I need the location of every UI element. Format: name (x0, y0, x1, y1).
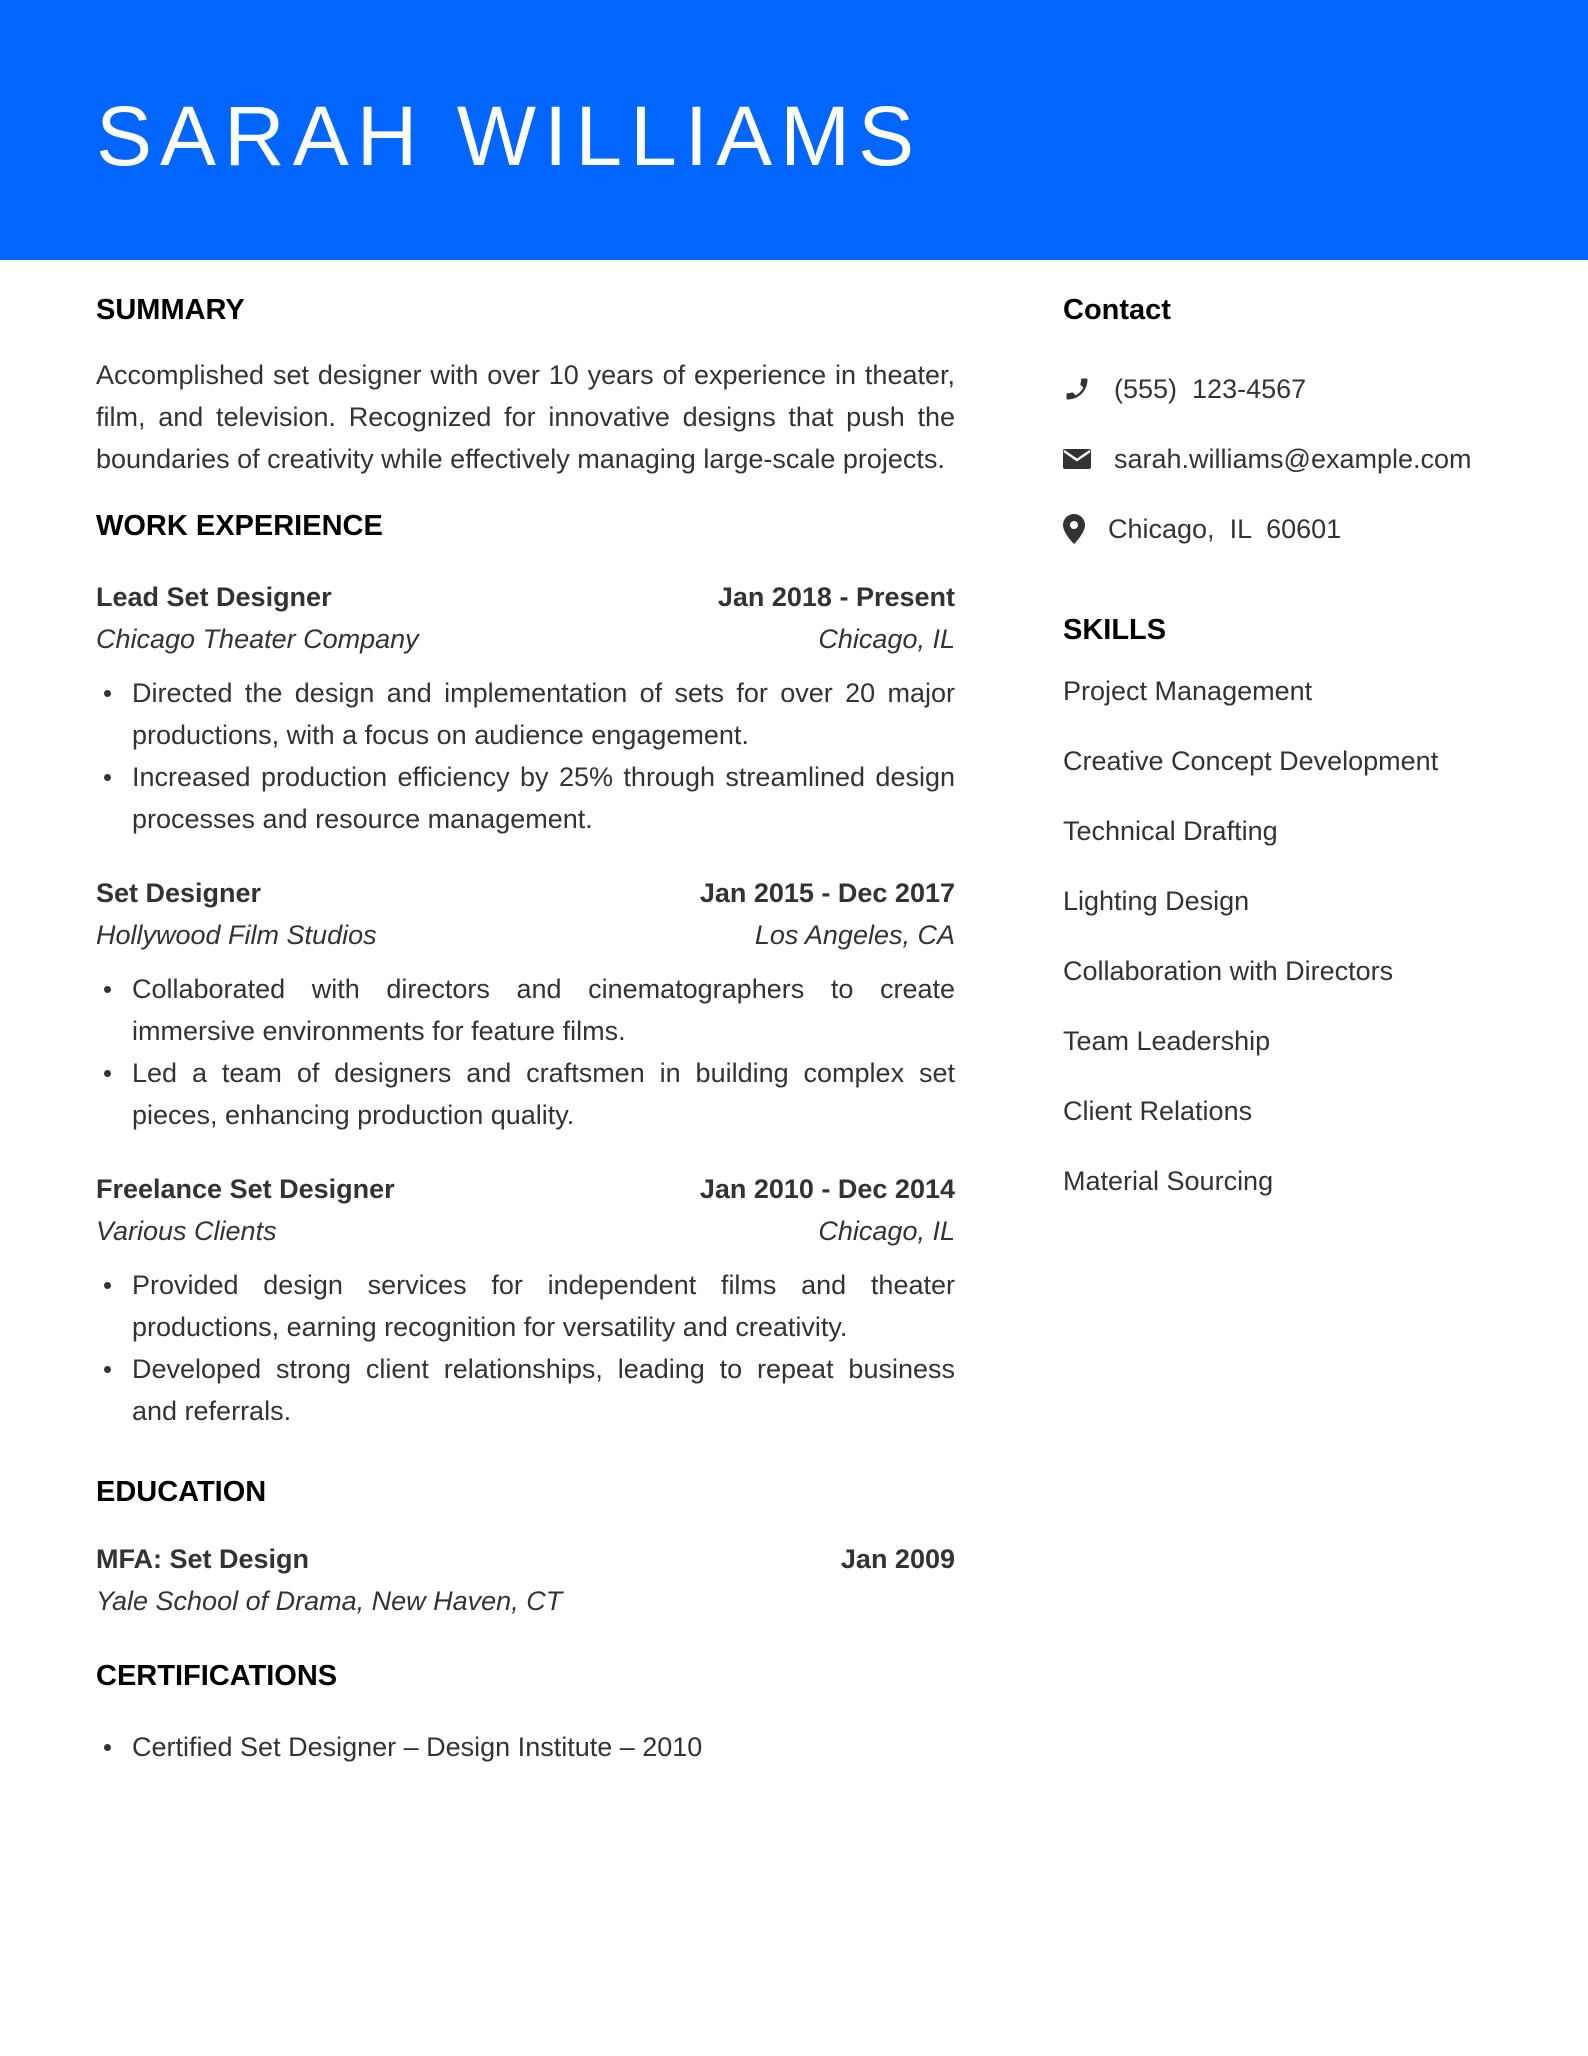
job-bullets (96, 1264, 955, 1432)
contact-phone (1063, 368, 1523, 410)
job-title: Freelance Set Designer (96, 1174, 395, 1204)
contact-title: Contact (1063, 294, 1171, 326)
job-bullet: Directed the design and implementation of sets for over 20 major productions, with a focus on audience engagement. (132, 672, 955, 756)
skills-title: SKILLS (1063, 614, 1167, 646)
summary-text: Accomplished set designer with over 10 years of experience in theater, film, and television. Recognized for innovative designs that push the boundaries of creativity while effectively managing large-scale projects. (96, 360, 955, 474)
map-pin-icon (1063, 514, 1091, 544)
phone-icon (1063, 374, 1097, 404)
candidate-name: SARAH WILLIAMS (96, 89, 923, 183)
job-bullets (96, 968, 955, 1136)
skill-item: Material Sourcing (1063, 1166, 1274, 1196)
job-company: Chicago Theater Company (96, 624, 419, 654)
job-bullet: Provided design services for independent films and theater productions, earning recognition for versatility and creativity. (132, 1264, 955, 1348)
job-bullet: Developed strong client relationships, leading to repeat business and referrals. (132, 1348, 955, 1432)
job-location: Los Angeles, CA (754, 920, 955, 950)
summary-title: SUMMARY (96, 294, 245, 326)
skill-item: Client Relations (1063, 1096, 1253, 1126)
main-column (96, 290, 955, 1768)
skill-item: Collaboration with Directors (1063, 956, 1394, 986)
sidebar-column (1063, 290, 1523, 1202)
header-banner (0, 0, 1588, 260)
skill-item: Project Management (1063, 676, 1313, 706)
job-dates: Jan 2010 - Dec 2014 (699, 1174, 955, 1204)
job-location: Chicago, IL (818, 624, 955, 654)
job-bullet: Led a team of designers and craftsmen in building complex set pieces, enhancing production quality. (132, 1052, 955, 1136)
contact-phone-text[interactable]: (555) 123-4567 (1114, 374, 1307, 404)
education-section (96, 1472, 955, 1622)
job-company: Hollywood Film Studios (96, 920, 377, 950)
contact-location (1063, 508, 1523, 550)
job-title: Set Designer (96, 878, 262, 908)
contact-section (1063, 290, 1523, 550)
job-entry (96, 872, 955, 1136)
summary-section (96, 290, 955, 480)
job-entry (96, 1168, 955, 1432)
job-bullet: Collaborated with directors and cinematographers to create immersive environments for feature films. (132, 968, 955, 1052)
skill-item: Creative Concept Development (1063, 746, 1439, 776)
work-experience-title: WORK EXPERIENCE (96, 510, 383, 542)
certifications-section (96, 1656, 955, 1768)
certification-item: Certified Set Designer – Design Institute – 2010 (132, 1726, 955, 1768)
skill-item: Team Leadership (1063, 1026, 1271, 1056)
degree: MFA: Set Design (96, 1544, 310, 1574)
job-dates: Jan 2018 - Present (717, 582, 955, 612)
contact-email (1063, 438, 1523, 480)
job-bullet: Increased production efficiency by 25% through streamlined design processes and resource management. (132, 756, 955, 840)
job-location: Chicago, IL (818, 1216, 955, 1246)
skill-item: Lighting Design (1063, 886, 1250, 916)
job-bullets (96, 672, 955, 840)
education-title: EDUCATION (96, 1476, 267, 1508)
skill-item: Technical Drafting (1063, 816, 1278, 846)
school: Yale School of Drama, New Haven, CT (96, 1586, 563, 1616)
contact-email-text[interactable]: sarah.williams@example.com (1114, 444, 1472, 474)
certifications-title: CERTIFICATIONS (96, 1660, 338, 1692)
envelope-icon (1063, 444, 1097, 474)
job-company: Various Clients (96, 1216, 277, 1246)
certification-list (96, 1726, 955, 1768)
job-dates: Jan 2015 - Dec 2017 (699, 878, 955, 908)
skills-section (1063, 610, 1523, 1202)
graduation-date: Jan 2009 (840, 1544, 955, 1574)
work-experience-section (96, 506, 955, 1432)
contact-location-text: Chicago, IL 60601 (1108, 514, 1342, 544)
job-title: Lead Set Designer (96, 582, 332, 612)
job-entry (96, 576, 955, 840)
